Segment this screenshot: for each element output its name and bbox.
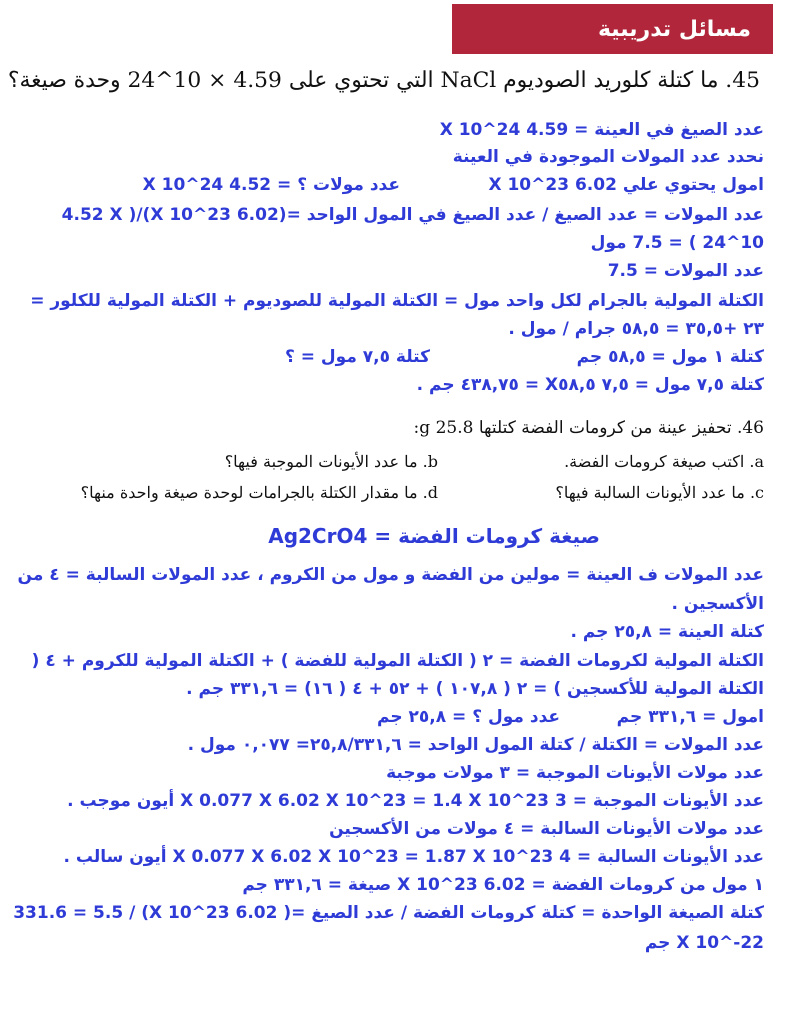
p45-line-3: امول يحتوي علي 6.02 X 10^23 <box>488 175 764 195</box>
p46-line-12: عدد الأيونات السالبة = 4 X 0.077 X 6.02 X 10^23 = 1.87 X 10^23 أيون سالب . <box>63 847 764 867</box>
p45-line-11: كتلة ٧,٥ مول = ؟ <box>284 347 430 367</box>
p45-line-9: ٢٣ +٣٥,٥ = ٥٨,٥ جرام / مول . <box>508 319 764 339</box>
p46-line-9: عدد مولات الأيونات الموجبة = ٣ مولات موجبة <box>386 763 764 783</box>
q46-part-d: d. ما مقدار الكتلة بالجرامات لوحدة صيغة واحدة منها؟ <box>80 483 438 502</box>
p45-line-12: كتلة ٧,٥ مول = ٧,٥ X٥٨,٥ = ٤٣٨,٧٥ جم . <box>416 375 764 395</box>
p45-line-10: كتلة ١ مول = ٥٨,٥ جم <box>576 347 764 367</box>
p46-line-14: كتلة الصيغة الواحدة = كتلة كرومات الفضة / عدد الصيغ =( 6.02 X 10^23) / 331.6 = 5.5 <box>13 903 764 923</box>
p46-line-10: عدد الأيونات الموجبة = 3 X 0.077 X 6.02 X 10^23 = 1.4 X 10^23 أيون موجب . <box>67 791 764 811</box>
p45-line-8: الكتلة المولية بالجرام لكل واحد مول = الكتلة المولية للصوديوم + الكتلة المولية للكلور = <box>30 291 764 311</box>
p45-line-5: عدد المولات = عدد الصيغ / عدد الصيغ في المول الواحد =(6.02 X 10^23)/( 4.52 X <box>61 205 764 225</box>
p46-line-5: الكتلة المولية للأكسجين ) = ٢ ( ١٠٧,٨ ) + ٥٢ + ٤ ( ١٦) = ٣٣١,٦ جم . <box>186 679 764 699</box>
p46-line-15: X 10^-22 جم <box>644 933 764 953</box>
p46-line-7: عدد مول ؟ = ٢٥,٨ جم <box>377 707 560 727</box>
section-banner <box>452 4 773 54</box>
p46-line-11: عدد مولات الأيونات السالبة = ٤ مولات من الأكسجين <box>329 819 764 839</box>
q46-part-a: a. اكتب صيغة كرومات الفضة. <box>564 452 764 471</box>
p45-line-4: عدد مولات ؟ = 4.52 X 10^24 <box>142 175 400 195</box>
question-46: 46. تحفيز عينة من كرومات الفضة كتلتها 25.8 g: <box>413 418 764 438</box>
p46-line-1: عدد المولات ف العينة = مولين من الفضة و مول من الكروم ، عدد المولات السالبة = ٤ من <box>17 565 764 585</box>
question-45: 45. ما كتلة كلوريد الصوديوم NaCl التي تحتوي على 4.59 × 10^24 وحدة صيغة؟ <box>7 68 760 93</box>
p46-line-6: امول = ٣٣١,٦ جم <box>616 707 764 727</box>
p45-line-1: عدد الصيغ في العينة = 4.59 X 10^24 <box>439 120 764 140</box>
p45-line-2: نحدد عدد المولات الموجودة في العينة <box>452 147 764 167</box>
p45-line-7: عدد المولات = 7.5 <box>607 261 764 281</box>
p45-line-6: 10^24 ) = 7.5 مول <box>590 233 764 253</box>
p46-line-4: الكتلة المولية لكرومات الفضة = ٢ ( الكتلة المولية للفضة ) + الكتلة المولية للكروم + ٤ ( <box>31 651 764 671</box>
p46-line-2: الأكسجين . <box>671 594 764 614</box>
p46-line-3: كتلة العينة = ٢٥,٨ جم . <box>570 622 764 642</box>
q46-part-b: b. ما عدد الأيونات الموجبة فيها؟ <box>224 452 438 471</box>
section-title: مسائل تدريبية <box>597 17 751 42</box>
p46-line-8: عدد المولات = الكتلة / كتلة المول الواحد = ٢٥,٨/٣٣١,٦= ٠,٠٧٧ مول . <box>187 735 764 755</box>
q46-part-c: c. ما عدد الأيونات السالبة فيها؟ <box>555 483 764 502</box>
p46-line-13: ١ مول من كرومات الفضة = 6.02 X 10^23 صيغة = ٣٣١,٦ جم <box>242 875 764 895</box>
formula-line: صيغة كرومات الفضة = Ag2CrO4 <box>268 524 600 548</box>
